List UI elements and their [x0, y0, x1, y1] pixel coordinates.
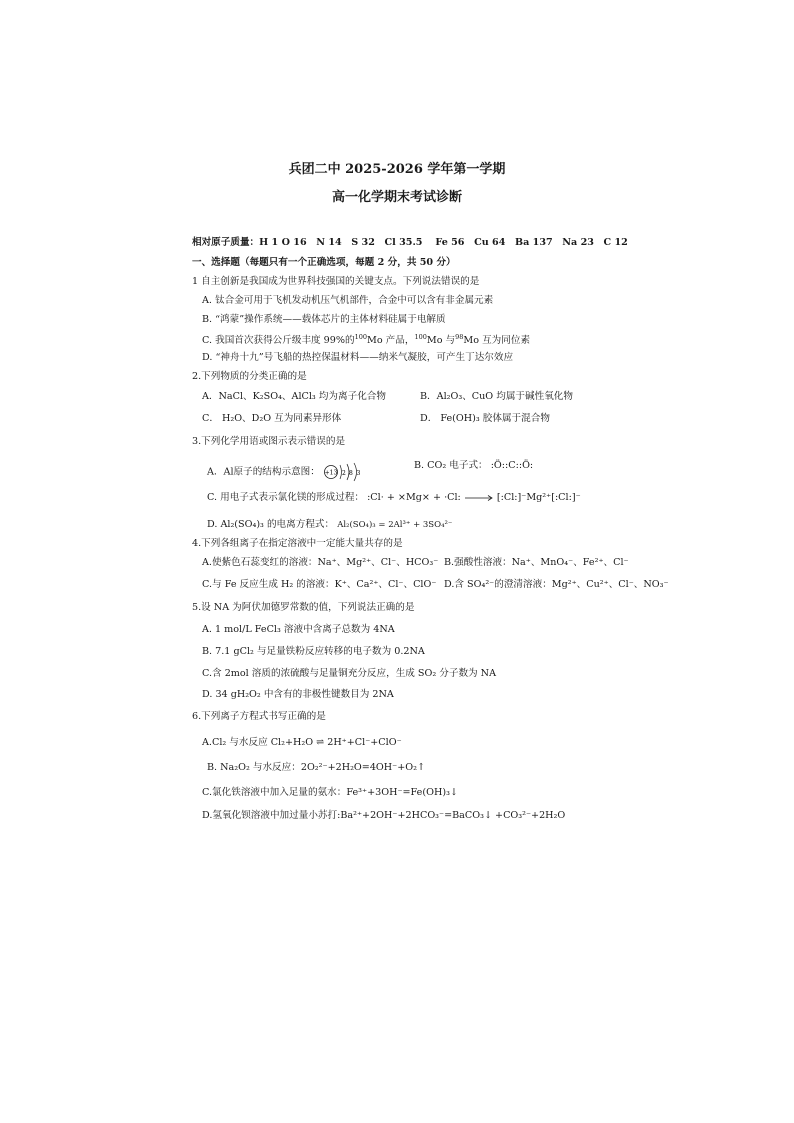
exam-title: 兵团二中 2025-2026 学年第一学期	[288, 162, 506, 177]
atomic-masses: 相对原子质量：H 1 O 16 N 14 S 32 Cl 35.5 Fe 56 Cu 64 Ba 137 Na 23 C 12	[192, 237, 628, 248]
question-5-option-c: C.含 2mol 溶质的浓硫酸与足量铜充分反应，生成 SO₂ 分子数为 NA	[202, 668, 497, 679]
al2so43-ionization-equation: Al₂(SO₄)₃ = 2Al³⁺ + 3SO₄²⁻	[337, 520, 453, 530]
section-heading: 一、选择题（每题只有一个正确选项，每题 2 分，共 50 分）	[192, 257, 456, 268]
question-6-option-d: D.氢氧化钡溶液中加过量小苏打:Ba²⁺+2OH⁻+2HCO₃⁻=BaCO₃↓ +CO₃²⁻+2H₂O	[202, 810, 566, 821]
q3d-text: D. Al₂(SO₄)₃ 的电离方程式：	[207, 519, 335, 530]
q1c-mass1: 100	[354, 333, 368, 341]
question-1-option-b: B. “鸿蒙”操作系统——载体芯片的主体材料硅属于电解质	[202, 314, 446, 325]
question-3-option-c	[207, 493, 581, 503]
question-4-option-d: D.含 SO₄²⁻的澄清溶液：Mg²⁺、Cu²⁺、Cl⁻、NO₃⁻	[444, 579, 669, 590]
mgcl2-reactants: :Cl· + ×Mg× + ·Cl:	[367, 492, 461, 503]
question-1-stem: 1 自主创新是我国成为世界科技强国的关键支点。下列说法错误的是	[192, 276, 480, 287]
exam-subtitle: 高一化学期末考试诊断	[331, 190, 462, 205]
q1c-end: Mo 互为同位素	[463, 335, 531, 346]
co2-electron-formula: :Ö::C::Ö:	[490, 460, 534, 471]
question-1-option-a: A. 钛合金可用于飞机发动机压气机部件，合金中可以含有非金属元素	[202, 295, 494, 306]
question-4-option-b: B.强酸性溶液：Na⁺、MnO₄⁻、Fe²⁺、Cl⁻	[444, 557, 629, 568]
question-5-option-b: B. 7.1 gCl₂ 与足量铁粉反应转移的电子数为 0.2NA	[202, 646, 425, 657]
q3b-text: B. CO₂ 电子式：	[414, 460, 488, 471]
question-3-option-b	[414, 461, 533, 471]
question-1-option-d: D. “神舟十九”号飞船的热控保温材料——纳米气凝胶，可产生丁达尔效应	[202, 352, 514, 363]
al-shell-1: 2	[341, 470, 346, 477]
question-2-stem: 2.下列物质的分类正确的是	[192, 371, 307, 382]
question-3-option-d	[207, 520, 452, 530]
question-2-option-c: C． H₂O、D₂O 互为同素异形体	[202, 413, 342, 424]
question-2-option-d: D． Fe(OH)₃ 胶体属于混合物	[420, 413, 550, 424]
q1c-mass2: 100	[414, 333, 427, 341]
q1c-mo2: Mo 与	[426, 335, 456, 346]
question-5-option-d: D. 34 gH₂O₂ 中含有的非极性键数目为 2NA	[202, 689, 394, 700]
question-4-option-a: A.使紫色石蕊变红的溶液：Na⁺、Mg²⁺、Cl⁻、HCO₃⁻	[202, 557, 439, 568]
arrow-icon	[464, 494, 494, 502]
question-4-stem: 4.下列各组离子在指定溶液中一定能大量共存的是	[192, 538, 403, 549]
question-6-stem: 6.下列离子方程式书写正确的是	[192, 711, 326, 722]
question-3-option-a	[207, 461, 363, 483]
question-1-option-c	[202, 334, 530, 346]
q1c-mass3: 98	[455, 333, 464, 341]
question-2-option-b: B．Al₂O₃、CuO 均属于碱性氧化物	[420, 391, 573, 402]
q1c-pre: C. 我国首次获得公斤级丰度 99%的	[202, 335, 355, 346]
question-3-stem: 3.下列化学用语或图示表示错误的是	[192, 436, 346, 447]
q1c-mo: Mo 产品，	[367, 335, 415, 346]
question-2-option-a: A．NaCl、K₂SO₄、AlCl₃ 均为离子化合物	[202, 391, 386, 402]
question-6-option-c: C.氯化铁溶液中加入足量的氨水：Fe³⁺+3OH⁻=Fe(OH)₃↓	[202, 787, 458, 798]
question-6-option-b: B. Na₂O₂ 与水反应：2O₂²⁻+2H₂O=4OH⁻+O₂↑	[207, 762, 426, 773]
q3c-text: C. 用电子式表示氯化镁的形成过程：	[207, 492, 365, 503]
question-5-option-a: A. 1 mol/L FeCl₃ 溶液中含离子总数为 4NA	[202, 624, 395, 635]
al-atom-structure-diagram	[323, 461, 363, 483]
q3a-text: A．Al原子的结构示意图：	[207, 466, 320, 478]
al-nucleus: +13	[324, 469, 338, 477]
question-6-option-a: A.Cl₂ 与水反应 Cl₂+H₂O ⇌ 2H⁺+Cl⁻+ClO⁻	[202, 737, 402, 748]
al-shell-3: 3	[356, 470, 361, 477]
question-4-option-c: C.与 Fe 反应生成 H₂ 的溶液：K⁺、Ca²⁺、Cl⁻、ClO⁻	[202, 579, 437, 590]
question-5-stem: 5.设 NA 为阿伏加德罗常数的值，下列说法正确的是	[192, 602, 415, 613]
mgcl2-product: [:Cl:]⁻Mg²⁺[:Cl:]⁻	[496, 492, 581, 503]
al-shell-2: 8	[348, 470, 353, 477]
